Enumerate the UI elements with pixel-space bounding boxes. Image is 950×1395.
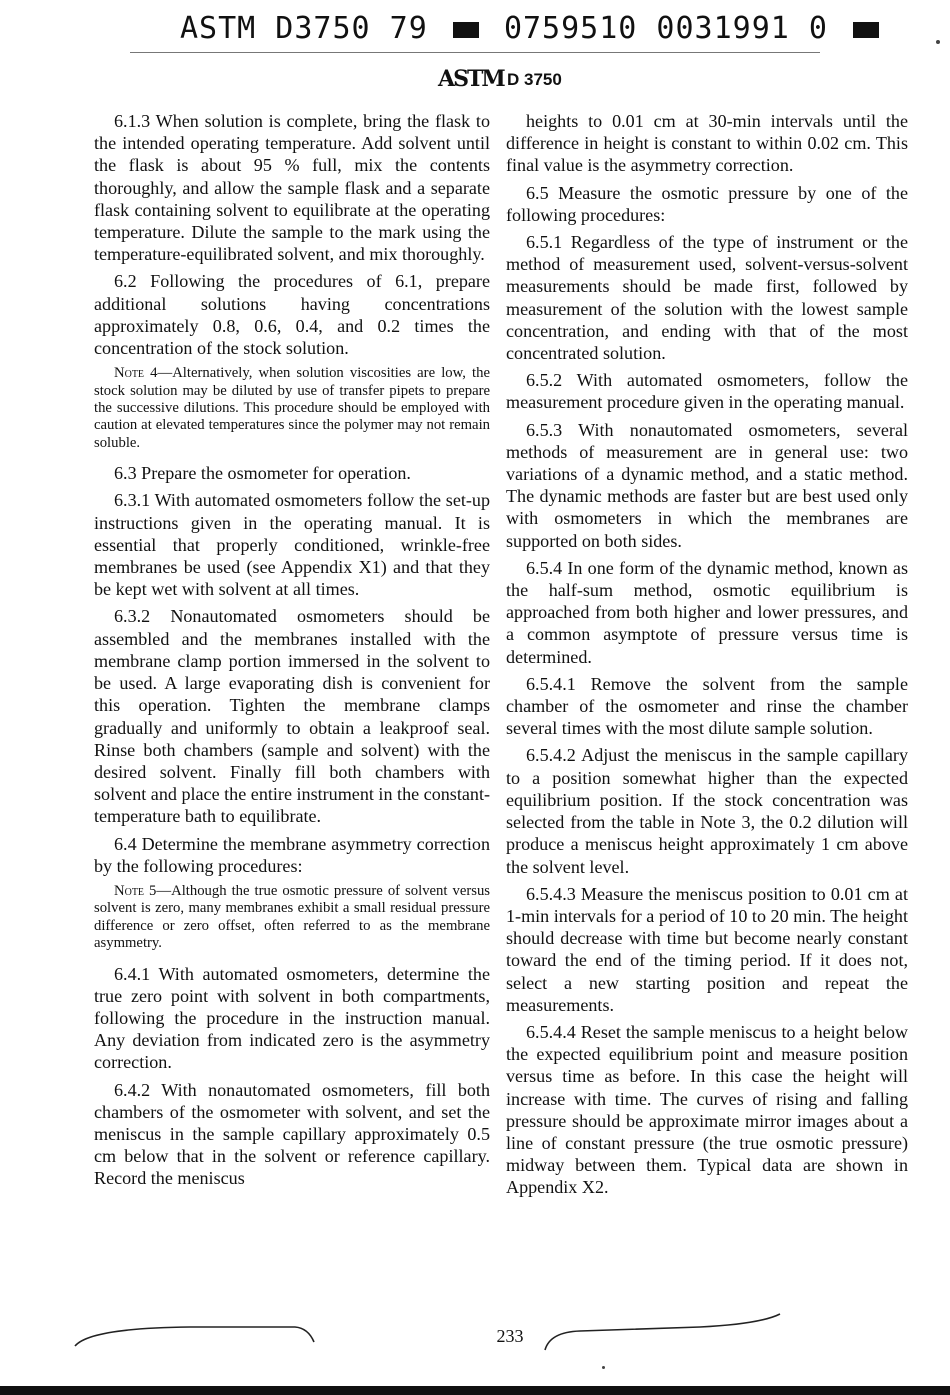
paragraph: 6.5.1 Regardless of the type of instrument or the method of measurement used, solvent-versus-solvent measurements should be made first, followed by measurement of the solution with the lowest sample concentration, and ending with that of the most concentrated solution. <box>506 232 908 364</box>
header-code-part-2: 0759510 0031991 0 <box>503 11 828 46</box>
scan-speck <box>602 1366 605 1369</box>
paragraph: 6.5.2 With automated osmometers, follow the measurement procedure given in the operating manual. <box>506 370 908 413</box>
paragraph: 6.5.4.1 Remove the solvent from the sample chamber of the osmometer and rinse the chamber several times with the most dilute sample solution. <box>506 673 908 739</box>
paragraph: 6.3 Prepare the osmometer for operation. <box>114 463 411 484</box>
paragraph: 6.4.1 With automated osmometers, determine the true zero point with solvent in both compartments, following the procedure in the instruction manual. Any deviation from indicated zero is the asymmetry correction. <box>94 963 490 1073</box>
paragraph: 6.3.1 With automated osmometers follow the set-up instructions given in the operating manual. It is essential that properly conditioned, wrinkle-free membranes be used (see Appendix X1) and that they be kept wet with solvent at all times. <box>94 490 490 600</box>
scan-speck <box>936 40 940 44</box>
paragraph: heights to 0.01 cm at 30-min intervals until the difference in height is constant to within 0.02 cm. This final value is the asymmetry correction. <box>506 111 908 176</box>
paragraph: 6.5 Measure the osmotic pressure by one of the following procedures: <box>506 182 908 225</box>
header-rule <box>130 52 820 53</box>
note <box>94 883 490 953</box>
left-column <box>94 110 490 1195</box>
footer-curve-left <box>70 1318 320 1348</box>
note-label: Note 5 <box>114 882 157 899</box>
paragraph: 6.5.4.3 Measure the meniscus position to 0.01 cm at 1-min intervals for a period of 10 to 20 min. The height should decrease with time but become nearly constant toward the end of the timing period. If it does not, select a new starting position and repeat the measurements. <box>506 883 908 1015</box>
header-code-part-1: ASTM D3750 79 <box>180 11 428 46</box>
header-block-mark <box>853 22 879 38</box>
paragraph: 6.3.2 Nonautomated osmometers should be assembled and the membranes installed with the membrane clamp portion immersed in the solvent to be used. A large evaporating dish is convenient for this operation. Tighten the membrane clamps gradually and uniformly to obtain a leakproof seal. Rinse both chambers (sample and solvent) with the desired solvent. Finally fill both chambers with solvent and place the entire instrument in the constant-temperature bath to equilibrate. <box>94 606 490 827</box>
note-text: —Alternatively, when solution viscosities are low, the stock solution may be diluted by use of transfer pipets to prepare the successive dilutions. This procedure should be employed with caution at elevated temperatures since the polymer may not remain soluble. <box>94 365 490 451</box>
paragraph: 6.5.3 With nonautomated osmometers, several methods of measurement are in general use: two variations of a dynamic method, and a static method. The dynamic methods are faster but are best used only with osmometers in which the membranes are supported on both sides. <box>506 419 908 551</box>
paragraph: 6.5.4.2 Adjust the meniscus in the sample capillary to a position somewhat higher than the expected equilibrium position. If the stock concentration was selected from the table in Note 3, the 0.2 dilution will produce a meniscus height approximately 1 cm above the solvent level. <box>506 745 908 877</box>
paragraph: 6.5.4 In one form of the dynamic method, known as the half-sum method, osmotic equilibrium is approached from both higher and lower pressures, and a common asymptote of pressure versus time is determined. <box>506 557 908 667</box>
note-text: —Although the true osmotic pressure of solvent versus solvent is zero, many membranes exhibit a small residual pressure difference or zero offset, often referred to as the membrane asymmetry. <box>94 882 491 952</box>
paragraph: 6.5.4.4 Reset the sample meniscus to a height below the expected equilibrium point and measure position versus time as before. In this case the height will increase with time. The curves of rising and falling pressure should be approximate mirror images about a line of constant pressure (the true osmotic pressure) midway between them. Typical data are shown in Appendix X2. <box>506 1021 908 1198</box>
paragraph: 6.4 Determine the membrane asymmetry correction by the following procedures: <box>94 833 490 876</box>
footer-curve-right <box>540 1304 790 1354</box>
paragraph: 6.1.3 When solution is complete, bring the flask to the intended operating temperature. Add solvent until the flask is about 95 % full, mix the contents thoroughly, and allow the sample flask and a separate flask containing solvent to equilibrate at the operating temperature. Dilute the sample to the mark using the temperature-equilibrated solvent, and mix thoroughly. <box>94 111 490 265</box>
paragraph: 6.2 Following the procedures of 6.1, prepare additional solutions having concentrations approximately 0.8, 0.6, 0.4, and 0.2 times the concentration of the stock solution. <box>94 271 490 359</box>
note <box>94 365 490 452</box>
scan-bottom-edge <box>0 1386 950 1395</box>
right-column <box>506 110 908 1204</box>
page-number: 233 <box>496 1326 524 1346</box>
paragraph: 6.4.2 With nonautomated osmometers, fill both chambers of the osmometer with solvent, and set the meniscus in the sample capillary approximately 0.5 cm below that in the solvent or reference capillary. Record the meniscus <box>94 1079 490 1189</box>
designation: D 3750 <box>507 70 562 89</box>
header-block-mark <box>453 22 479 38</box>
astm-logo: ASTM <box>438 66 504 92</box>
note-label: Note 4 <box>114 365 158 382</box>
header-code <box>180 11 828 46</box>
